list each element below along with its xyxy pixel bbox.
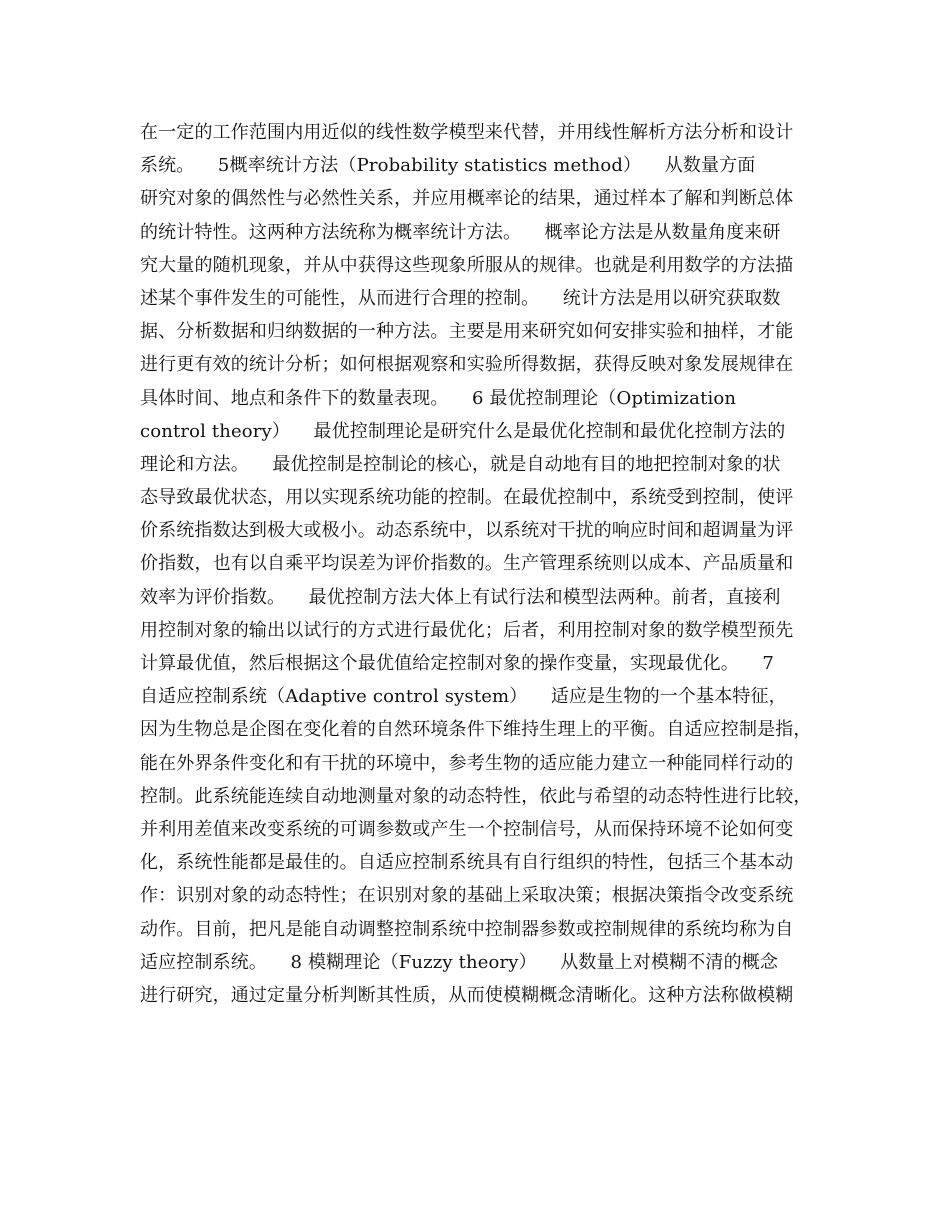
text-line: 具体时间、地点和条件下的数量表现。 6 最优控制理论（Optimization xyxy=(140,387,737,409)
text-line: 自适应控制系统（Adaptive control system） 适应是生物的一个基本特征， xyxy=(140,686,787,708)
text-line: 价指数，也有以自乘平均误差为评价指数的。生产管理系统则以成本、产品质量和 xyxy=(140,553,794,575)
text-line: 究大量的随机现象，并从中获得这些现象所服从的规律。也就是利用数学的方法描 xyxy=(140,254,794,276)
text-line: 并利用差值来改变系统的可调参数或产生一个控制信号，从而保持环境不论如何变 xyxy=(140,818,794,840)
text-line: 用控制对象的输出以试行的方式进行最优化；后者，利用控制对象的数学模型预先 xyxy=(140,619,794,641)
text-line: 的统计特性。这两种方法统称为概率统计方法。 概率论方法是从数量角度来研 xyxy=(140,221,781,243)
text-line: 在一定的工作范围内用近似的线性数学模型来代替，并用线性解析方法分析和设计 xyxy=(140,122,794,143)
text-line: 态导致最优状态，用以实现系统功能的控制。在最优控制中，系统受到控制，使评 xyxy=(140,487,794,509)
text-line: 作：识别对象的动态特性；在识别对象的基础上采取决策；根据决策指令改变系统 xyxy=(140,885,794,907)
body-text xyxy=(140,116,820,1012)
text-line: 理论和方法。 最优控制是控制论的核心，就是自动地有目的地把控制对象的状 xyxy=(140,453,781,475)
text-line: 控制。此系统能连续自动地测量对象的动态特性，依此与希望的动态特性进行比较， xyxy=(140,785,812,807)
text-line: 研究对象的偶然性与必然性关系，并应用概率论的结果，通过样本了解和判断总体 xyxy=(140,188,794,210)
text-line: 化，系统性能都是最佳的。自适应控制系统具有自行组织的特性，包括三个基本动 xyxy=(140,852,794,874)
text-line: 进行研究，通过定量分析判断其性质，从而使模糊概念清晰化。这种方法称做模糊 xyxy=(140,984,794,1006)
text-line: 计算最优值，然后根据这个最优值给定控制对象的操作变量，实现最优化。 7 xyxy=(140,653,775,674)
text-line: 能在外界条件变化和有干扰的环境中，参考生物的适应能力建立一种能同样行动的 xyxy=(140,752,794,774)
text-line: 动作。目前，把凡是能自动调整控制系统中控制器参数或控制规律的系统均称为自 xyxy=(140,918,794,940)
text-line: 进行更有效的统计分析；如何根据观察和实验所得数据，获得反映对象发展规律在 xyxy=(140,354,794,376)
text-line: 因为生物总是企图在变化着的自然环境条件下维持生理上的平衡。自适应控制是指， xyxy=(140,719,812,741)
text-line: 适应控制系统。 8 模糊理论（Fuzzy theory） 从数量上对模糊不清的概念 xyxy=(140,951,779,973)
text-line: 价系统指数达到极大或极小。动态系统中，以系统对干扰的响应时间和超调量为评 xyxy=(140,520,794,542)
text-line: 系统。 5概率统计方法（Probability statistics method） 从数量方面 xyxy=(140,155,756,177)
text-line: 述某个事件发生的可能性，从而进行合理的控制。 统计方法是用以研究获取数 xyxy=(140,287,781,309)
text-line: 效率为评价指数。 最优控制方法大体上有试行法和模型法两种。前者，直接利 xyxy=(140,586,781,608)
text-line: control theory） 最优控制理论是研究什么是最优化控制和最优化控制方法的 xyxy=(140,420,786,442)
text-line: 据、分析数据和归纳数据的一种方法。主要是用来研究如何安排实验和抽样，才能 xyxy=(140,321,794,343)
